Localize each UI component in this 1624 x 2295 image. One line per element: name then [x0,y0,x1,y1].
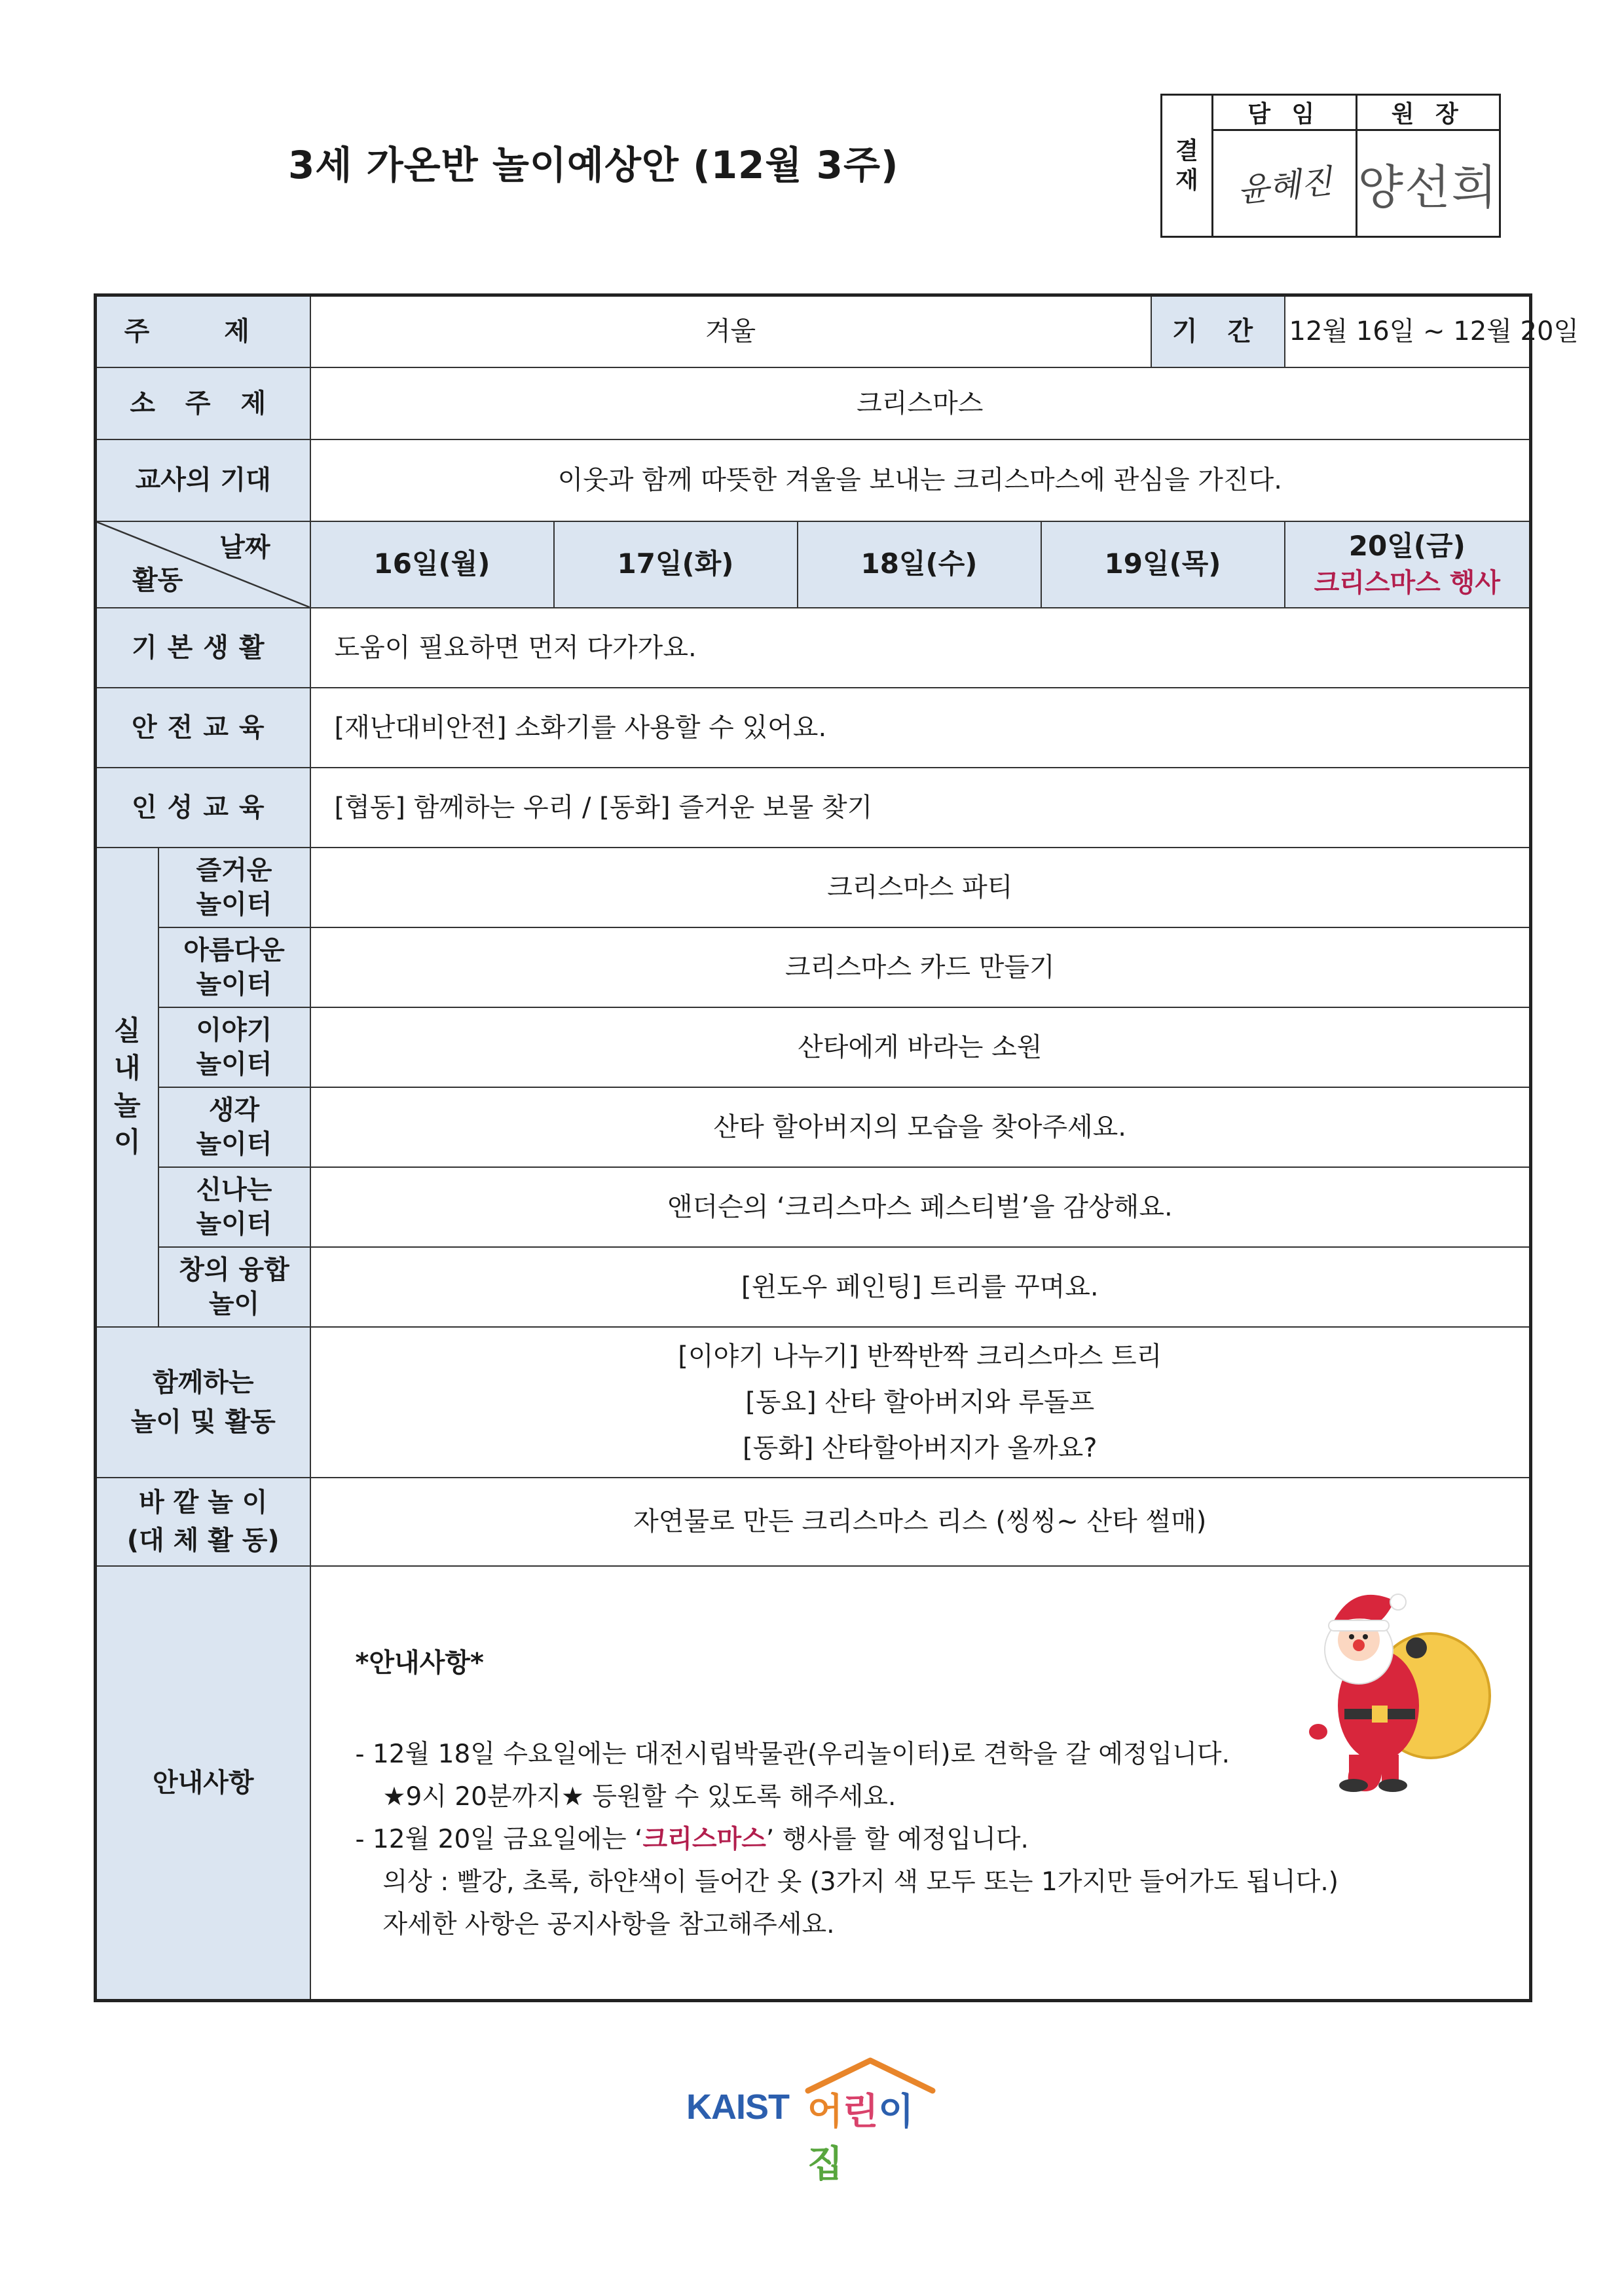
indoor-content: 크리스마스 파티 [310,848,1531,927]
expectation-value: 이웃과 함께 따뜻한 겨울을 보내는 크리스마스에 관심을 가진다. [310,439,1531,521]
indoor-sub-label: 아름다운 놀이터 [158,927,310,1007]
homeroom-role: 담 임 [1213,95,1357,130]
safety-value: [재난대비안전] 소화기를 사용할 수 있어요. [310,688,1531,768]
activity-label: 활동 [132,565,183,595]
outdoor-value: 자연물로 만든 크리스마스 리스 (씽씽~ 산타 썰매) [310,1478,1531,1566]
notice-line: ★9시 20분까지★ 등원할 수 있도록 해주세요. [382,1782,896,1812]
date-label: 날짜 [219,532,270,563]
notice-label: 안내사항 [96,1566,310,2001]
date-activity-header [96,521,310,608]
indoor-content: [윈도우 페인팅] 트리를 꾸며요. [310,1247,1531,1327]
day-5-event: 크리스마스 행사 [1314,567,1500,598]
kaist-kindergarten-logo [686,2057,938,2186]
indoor-sub-label: 이야기 놀이터 [158,1007,310,1087]
notice-lines [356,1733,1338,1946]
indoor-sub-label: 생각 놀이터 [158,1087,310,1167]
notice-line [356,1818,1338,1861]
notice-line: - 12월 18일 수요일에는 대전시립박물관(우리놀이터)로 견학을 갈 예정입니다. [355,1739,1230,1769]
day-2: 17일(화) [554,521,798,608]
safety-label: 안전교육 [96,688,310,768]
diagonal-divider [97,522,310,607]
together-values [310,1327,1531,1478]
notice-heading: *안내사항* [355,1647,484,1678]
day-3: 18일(수) [798,521,1041,608]
notice-content [310,1566,1531,2001]
together-item: [동요] 산타 할아버지와 루돌프 [745,1387,1095,1417]
director-role: 원 장 [1356,95,1500,130]
notice-line: 의상 : 빨강, 초록, 하얀색이 들어간 옷 (3가지 색 모두 또는 1가지만 들어가도 됩니다.) [382,1867,1338,1897]
basic-life-label: 기본생활 [96,608,310,688]
homeroom-signature: 윤혜진 [1235,162,1334,210]
play-plan-table [94,293,1579,2002]
day-5: 20일(금) [1348,530,1466,563]
indoor-content: 산타 할아버지의 모습을 찾아주세요. [310,1087,1531,1167]
character-label: 인성교육 [96,768,310,848]
subtheme-value: 크리스마스 [310,367,1531,439]
indoor-sub-label: 즐거운 놀이터 [158,848,310,927]
logo-korean: 어린이집 [807,2091,914,2186]
period-label: 기 간 [1151,295,1285,367]
theme-value: 겨울 [310,295,1151,367]
approval-label: 결 재 [1162,95,1213,237]
indoor-content: 앤더슨의 ‘크리스마스 페스티벌’을 감상해요. [310,1167,1531,1247]
notice-highlight: 크리스마스 [642,1824,766,1854]
approval-box [1160,94,1501,238]
notice-line: 자세한 사항은 공지사항을 참고해주세요. [382,1909,835,1939]
indoor-play-label: 실 내 놀 이 [96,848,158,1327]
day-5-cell [1285,521,1531,608]
page-title: 3세 가온반 놀이예상안 (12월 3주) [288,143,899,187]
expectation-label: 교사의 기대 [96,439,310,521]
indoor-sub-label: 창의 융합 놀이 [158,1247,310,1327]
period-value: 12월 16일 ~ 12월 20일 [1285,295,1531,367]
subtheme-label: 소 주 제 [96,367,310,439]
day-1: 16일(월) [310,521,554,608]
together-item: [동화] 산타할아버지가 올까요? [742,1432,1098,1463]
indoor-content: 산타에게 바라는 소원 [310,1007,1531,1087]
notice-text: - 12월 20일 금요일에는 ‘ [355,1824,643,1854]
together-label: 함께하는 놀이 및 활동 [96,1327,310,1478]
notice-text: ’ 행사를 할 예정입니다. [766,1824,1029,1854]
day-4: 19일(목) [1041,521,1285,608]
homeroom-signature-cell [1213,130,1357,237]
character-value: [협동] 함께하는 우리 / [동화] 즐거운 보물 찾기 [310,768,1531,848]
logo-kaist: KAIST [686,2087,789,2127]
basic-life-value: 도움이 필요하면 먼저 다가가요. [310,608,1531,688]
indoor-content: 크리스마스 카드 만들기 [310,927,1531,1007]
indoor-sub-label: 신나는 놀이터 [158,1167,310,1247]
director-signature: 양선희 [1357,160,1499,215]
theme-label: 주 제 [96,295,310,367]
director-signature-cell [1356,130,1500,237]
together-item: [이야기 나누기] 반짝반짝 크리스마스 트리 [678,1341,1162,1371]
outdoor-label: 바 깥 놀 이 (대 체 활 동) [96,1478,310,1566]
